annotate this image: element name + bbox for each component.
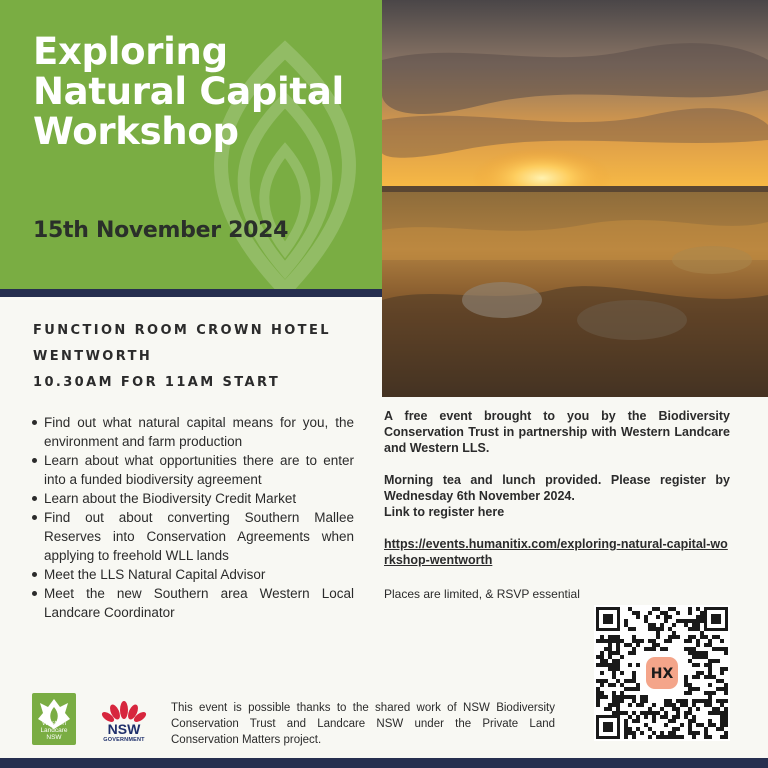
venue-time: 10.30AM FOR 11AM START — [33, 375, 281, 390]
list-item: Meet the LLS Natural Capital Advisor — [44, 565, 354, 584]
list-item: Find out about converting Southern Mallee Reserves into Conservation Agreements when applying to freehold WLL lands — [44, 510, 354, 563]
event-info — [384, 408, 730, 602]
event-date: 15th November 2024 — [33, 218, 289, 243]
catering-text: Morning tea and lunch provided. Please register by Wednesday 6th November 2024. — [384, 473, 730, 503]
agenda-list — [44, 413, 354, 622]
nsw-logo-sub: GOVERNMENT — [103, 737, 145, 743]
acknowledgement-text: This event is possible thanks to the shared work of NSW Biodiversity Conservation Trust and Landcare NSW under the Private Land Conservation Matters project. — [171, 702, 555, 746]
page-title: Exploring Natural Capital Workshop — [33, 30, 344, 153]
venue-location: FUNCTION ROOM CROWN HOTEL WENTWORTH — [33, 323, 331, 364]
nsw-logo-text: NSW — [107, 721, 141, 737]
list-item: Learn about the Biodiversity Credit Market — [44, 489, 354, 508]
landscape-photo — [382, 0, 768, 397]
landcare-logo — [32, 693, 76, 745]
title-panel — [0, 0, 382, 289]
divider-stripe — [0, 289, 382, 297]
register-label: Link to register here — [384, 505, 505, 519]
rsvp-note: Places are limited, & RSVP essential — [384, 587, 580, 601]
list-item: Meet the new Southern area Western Local Landcare Coordinator — [44, 586, 354, 620]
landcare-logo-text: Western Landcare NSW — [40, 720, 68, 741]
list-item: Find out what natural capital means for you, the environment and farm production — [44, 415, 354, 449]
register-link[interactable]: https://events.humanitix.com/exploring-natural-capital-workshop-wentworth — [384, 537, 728, 567]
intro-text: A free event brought to you by the Biodiversity Conservation Trust in partnership with Western Landcare and Western LLS. — [384, 409, 730, 455]
qr-center-label: HX — [650, 666, 674, 682]
venue-block — [33, 318, 353, 396]
footer-stripe — [0, 758, 768, 768]
qr-code[interactable] — [594, 605, 730, 741]
list-item: Learn about what opportunities there are to enter into a funded biodiversity agreement — [44, 453, 354, 487]
